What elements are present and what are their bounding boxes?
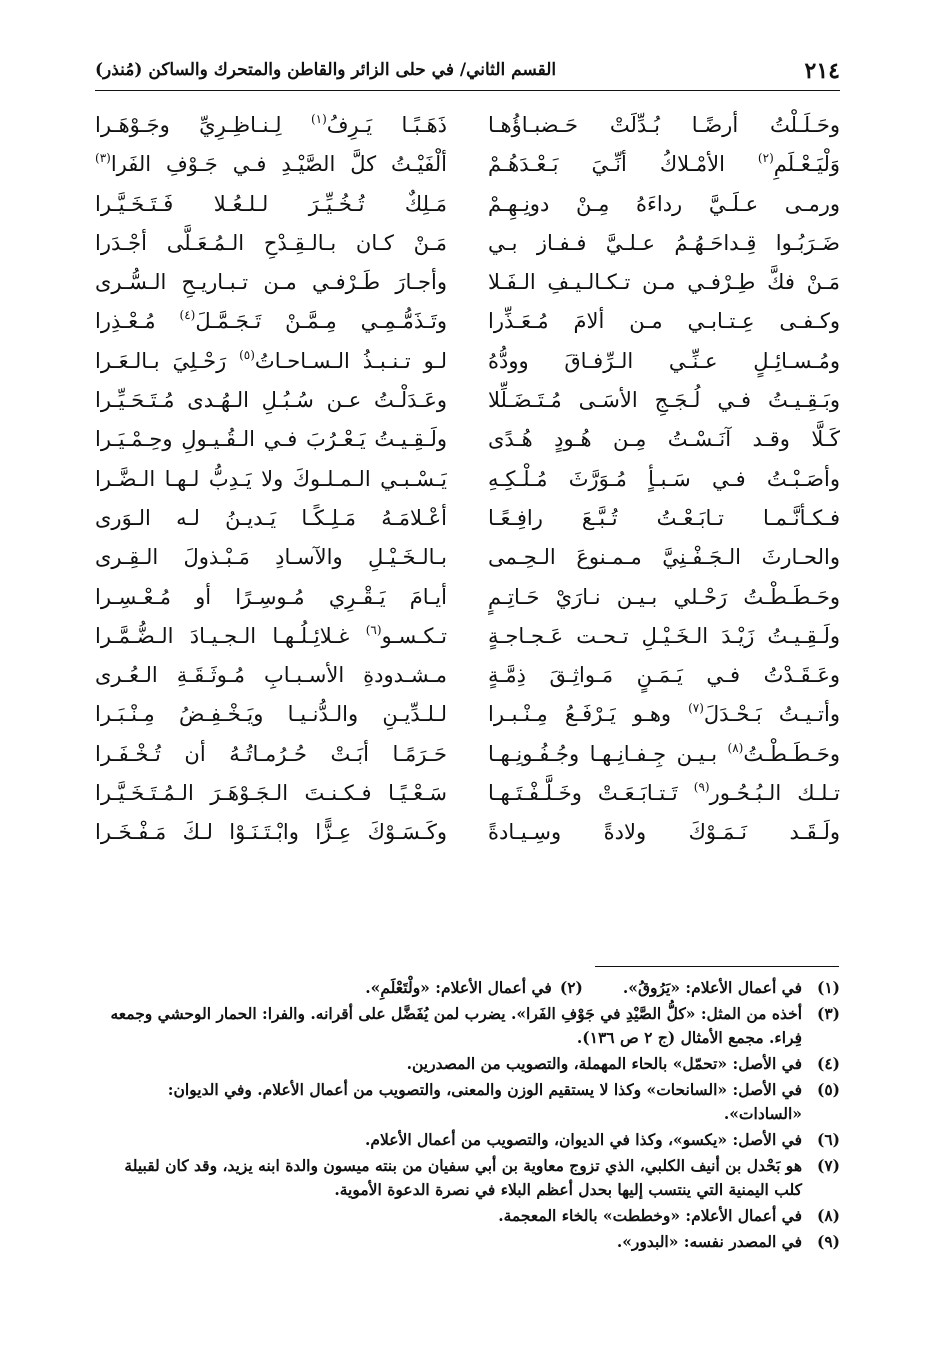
verse-first-hemistich [488, 302, 840, 341]
hemistich-text: حَـرَمًـا أبَـتْ حُـرُمـاتُـهُ أن تُـخْـفَـرا [95, 741, 447, 766]
verse-line [95, 460, 840, 499]
hemistich-text: ولَـقِـيـتُ زَيْـدَ الـخَـيْـلِ تـحـت عَـجـاجـةٍ [488, 623, 840, 648]
footnote-text: في أعمال الأعلام: «ولْتَعْلَمِ». [365, 978, 552, 997]
verse-second-hemistich [95, 420, 447, 459]
hemistich-text-continued: تَـتـابَـعَـتْ وخَـلَّـفْـتَـهـا [488, 781, 694, 806]
footnote-number: (٤) [816, 1054, 840, 1073]
footnote-number: (٢) [559, 978, 583, 997]
verse-first-hemistich [488, 499, 840, 538]
verse-second-hemistich [95, 145, 447, 184]
hemistich-text: مـشـدودةِ الأسـبـابِ مُـوثَـقَـةِ الـعُـرى [95, 663, 447, 688]
footnote-marker: (٥) [239, 347, 255, 362]
hemistich-text: ألْفَيْـتُ كلَّ الصَّيْـدِ فـي جَـوْفِ الفَرا [110, 152, 447, 177]
footnote-marker: (٣) [95, 151, 111, 166]
footnote-number: (١) [816, 978, 840, 997]
verse-line [95, 656, 840, 695]
hemistich-text: لـلـدِّيـنِ والـدُّنـيـا ويَـخْـفِـضُ مِـنْـبَـرا [95, 702, 447, 727]
footnote-text: في الأصل: «السانحات» وكذا لا يستقيم الوزن والمعنى، والتصويب من أعمال الأعلام. وفي الديوان: «السادات». [167, 1080, 802, 1123]
footnote-marker: (٢) [757, 151, 774, 166]
footnote-number: (٧) [816, 1156, 840, 1175]
footnote-pair [95, 976, 802, 1000]
verse-line [95, 538, 840, 577]
footnote-text: في المصدر نفسه: «البدور». [616, 1232, 802, 1251]
verse-first-hemistich [488, 106, 840, 145]
hemistich-text: كَـلَّا وقـد آنَـسْـتُ مِـن هُـودٍ هُـدًى [488, 427, 840, 452]
footnote-number: (٩) [816, 1232, 840, 1251]
verse-first-hemistich [488, 578, 840, 617]
hemistich-text: وعَـقَـدْتُ فـي يَـمَـنٍ مَـواثِـقَ ذِمَّـةٍ [488, 663, 840, 688]
hemistich-text-continued: بـيـن جِـفـانِـهـا وجُـفُـونِـهـا [488, 741, 728, 766]
hemistich-text: تـكـسـو [381, 623, 447, 648]
footnote-text: في الأصل: «تحمّل» بالحاء المهملة، والتصويب من المصدرين. [406, 1054, 802, 1073]
footnote [95, 1078, 840, 1126]
hemistich-text: وبَـقِـيـتُ فـي لُـجَـجِ الأسَـى مُـتَـضَـلِّلا [488, 388, 840, 413]
hemistich-text: وعَـدَلْـتُ عـن سُـبُـلِ الـهُـدى مُـتَـحَـيِّـرا [95, 388, 447, 413]
hemistich-text: ومُـسـائِـلٍ عـنِّـي الـرِّفـاقَ وودُّهُ [488, 348, 840, 373]
verse-first-hemistich [488, 617, 840, 656]
verse-second-hemistich [95, 302, 447, 341]
hemistich-text: ضَـرَبُـوا قِـداحَـهُـمُ عـلـيَّ فـفـاز بـي [488, 230, 840, 255]
footnote [95, 1002, 840, 1050]
hemistich-text-continued: غـلائِـلُـهـا الـجـيـادَ الـضُّـمَّـرا [95, 623, 366, 648]
hemistich-text-continued: لِـنـاظِـرِيِّ وجَـوْهَـرا [95, 113, 311, 137]
hemistich-text: ولَـقَـد نَـمَـوْكَ ولادةً وسِـيـادةً [488, 820, 840, 845]
verse-second-hemistich [95, 813, 447, 852]
footnotes [95, 976, 840, 1256]
hemistich-text: أعْـلامَـهُ مَـلِـكًـا يَـديـنُ لـه الـوَرى [95, 505, 447, 530]
verse-line [95, 695, 840, 734]
hemistich-text: يَـسْـبـي الـمـلـوكَ ولا يَـدِبُّ لـهـا الـضَّـرا [95, 466, 447, 491]
verse-line [95, 499, 840, 538]
verse-line [95, 735, 840, 774]
footnote-marker: (١) [310, 112, 327, 126]
verse-second-hemistich [95, 224, 447, 263]
hemistich-text: وَلْيَـعْـلَمِ [773, 152, 840, 177]
verse-first-hemistich [488, 342, 840, 381]
hemistich-text: ورمـى عـلَـيَّ رداءَهُ مِـنْ دونِـهِـمْ [488, 191, 840, 216]
hemistich-text: أيـامَ يَـقْـرِي مُـوسِـرًا أو مُـعْـسِـرا [95, 584, 447, 609]
hemistich-text: مَـلِكٌ تُـخُـيِّـرَ لـلـعُـلا فَـتَـخَـيَّـرا [95, 191, 447, 216]
verse-second-hemistich [95, 342, 447, 381]
verse-first-hemistich [488, 813, 840, 852]
hemistich-text: وأصَـبْـتُ فـي سَـبـأٍ مُـوَرَّثَ مُـلْـكِـهِ [488, 466, 840, 491]
footnote-text: في أعمال الأعلام: «وخططت» بالخاء المعجمة. [498, 1206, 802, 1225]
hemistich-text: مَـنْ كـان بـالـقِـدْحِ الـمُـعَـلَّى أجْـدَرا [95, 230, 447, 255]
verse-second-hemistich [95, 185, 447, 224]
verse-first-hemistich [488, 695, 840, 734]
poem [95, 106, 840, 853]
verse-line [95, 813, 840, 852]
verse-first-hemistich [488, 381, 840, 420]
hemistich-text: وأتـيـتُ بَـحْـدَلَ [703, 702, 840, 727]
verse-second-hemistich [95, 499, 447, 538]
footnote-separator [595, 966, 839, 967]
footnote-marker: (٩) [693, 780, 710, 795]
verse-first-hemistich [488, 656, 840, 695]
footnote-number: (٣) [816, 1004, 840, 1023]
hemistich-text: بـالـخَـيْـلِ والآسـادِ مَـبْـذولَ الـقِـرى [95, 545, 447, 570]
verse-line [95, 106, 840, 145]
hemistich-text: وتَـذَمُّـمِـي مِـمَّـنْ تَـجَـمَّـلَ [195, 309, 447, 334]
verse-second-hemistich [95, 578, 447, 617]
verse-line [95, 224, 840, 263]
verse-second-hemistich [95, 774, 447, 813]
verse-first-hemistich [488, 145, 840, 184]
verse-second-hemistich [95, 263, 447, 302]
verse-line [95, 342, 840, 381]
footnote [95, 1204, 840, 1228]
footnote-text: أخذه من المثل: «كلُّ الصَّيْدِ في جَوْفِ الفَرا». يضرب لمن يُفَضَّل على أقرانه. والفرا: الحمار الوحشي وجمعه فِراء. مجمع الأمثال (ج ٢ ص ١٣٦). [110, 1004, 802, 1047]
verse-line [95, 420, 840, 459]
footnote [95, 1052, 840, 1076]
hemistich-text: فـكـأنَّـمـا تـابَـعْـتُ تُـبَّـعَ رافِـعًـا [488, 505, 840, 530]
page-number: ٢١٤ [804, 58, 840, 84]
verse-first-hemistich [488, 224, 840, 263]
verse-second-hemistich [95, 656, 447, 695]
verse-line [95, 263, 840, 302]
hemistich-text: وأجـارَ طَـرْفـي مـن تـبـاريـحِ الـسُّـرى [95, 270, 447, 295]
verse-second-hemistich [95, 538, 447, 577]
verse-line [95, 617, 840, 656]
verse-first-hemistich [488, 263, 840, 302]
footnote-marker: (٤) [179, 308, 196, 323]
running-title: القسم الثاني/ في حلى الزائر والقاطن والمتحرك والساكن (مُنذر) [95, 60, 557, 80]
hemistich-text: وحَـطَـطْـتُ رَحْـلي بـيـن نـارَيْ حَـاتِـمٍ [488, 584, 840, 609]
hemistich-text: ذَهَـبًـا يَـرِفُ [326, 113, 447, 137]
footnote-text: في أعمال الأعلام: «يَرُوقُ». [622, 978, 802, 997]
hemistich-text: وكَـسَـوْكَ عِـزًّا وابْـتَـنَـوْا لـكَ مَـفْـخَـرا [95, 820, 447, 845]
footnote-number: (٨) [816, 1206, 840, 1225]
hemistich-text: مَـنْ فكَّ طِـرْفـي مـن تـكـالـيـفِ الـفَـلا [488, 270, 840, 295]
verse-first-hemistich [488, 185, 840, 224]
verse-first-hemistich [488, 420, 840, 459]
footnote [95, 1128, 840, 1152]
hemistich-text: وكـفـى عِـتـابـي مـن ألامَ مُـعَـذِّرا [488, 309, 840, 334]
verse-line [95, 185, 840, 224]
footnote-marker: (٧) [688, 701, 704, 716]
footnote-second [365, 976, 583, 1000]
hemistich-text-continued: الأمْـلاكُ أنِّـيَ بَـعْـدَهُـمْ [488, 152, 758, 177]
hemistich-text: وحَـلَـلْتُ أرضًـا بُـدِّلَتْ حَـضبـاؤُهـا [488, 113, 840, 137]
footnote-text: في الأصل: «يكسو»، وكذا في الديوان، والتصويب من أعمال الأعلام. [365, 1130, 802, 1149]
hemistich-text: وحَـطَـطْـتُ [743, 741, 840, 766]
hemistich-text-continued: رَحْـلِيَ بـالـعَـرا [95, 348, 240, 373]
footnote-number: (٦) [816, 1130, 840, 1149]
verse-second-hemistich [95, 735, 447, 774]
hemistich-text: ولَـقِـيـتُ يَـعْـرُبَ فـي الـقُـيـولِ وحِـمْـيَـرا [95, 427, 447, 452]
verse-second-hemistich [95, 460, 447, 499]
verse-second-hemistich [95, 617, 447, 656]
verse-line [95, 302, 840, 341]
footnote-text: هو بَحْدل بن أنيف الكلبي، الذي تزوج معاوية بن أبي سفيان من بنته ميسون والدة ابنه يزيد، وقد كان لقبيلة كلب اليمنية التي ينتسب إليها بحدل أعظم البلاء في نصرة الدعوة الأموية. [124, 1156, 802, 1199]
hemistich-text-continued: مُـعْـذِرا [95, 309, 180, 334]
verse-line [95, 774, 840, 813]
footnote-number: (٥) [816, 1080, 840, 1099]
verse-line [95, 578, 840, 617]
hemistich-text: تـلـك الـبُـحُـور [709, 781, 840, 806]
verse-second-hemistich [95, 695, 447, 734]
footnote [95, 1154, 840, 1202]
verse-second-hemistich [95, 381, 447, 420]
verse-first-hemistich [488, 460, 840, 499]
page-header [95, 52, 840, 91]
verse-line [95, 381, 840, 420]
footnote [95, 1230, 840, 1254]
verse-first-hemistich [488, 538, 840, 577]
footnote [95, 976, 840, 1000]
verse-second-hemistich [95, 106, 447, 145]
hemistich-text: سَـعْـيًـا فـكـنـتَ الـجَـوْهَـرَ الـمُـتَـخَـيَّـرا [95, 781, 447, 806]
hemistich-text-continued: وهـو يَـرْفَـعُ مِـنْـبـرا [488, 702, 689, 727]
verse-first-hemistich [488, 735, 840, 774]
footnote-marker: (٨) [727, 740, 744, 755]
verse-line [95, 145, 840, 184]
hemistich-text: والحـارثَ الـجَـفْـنِيَّ مـمـنوعَ الـحِـمى [488, 545, 840, 570]
footnote-marker: (٦) [365, 622, 382, 637]
hemistich-text: لـو تـنـبـذُ الـسـاحـاتُ [254, 348, 447, 373]
verse-first-hemistich [488, 774, 840, 813]
